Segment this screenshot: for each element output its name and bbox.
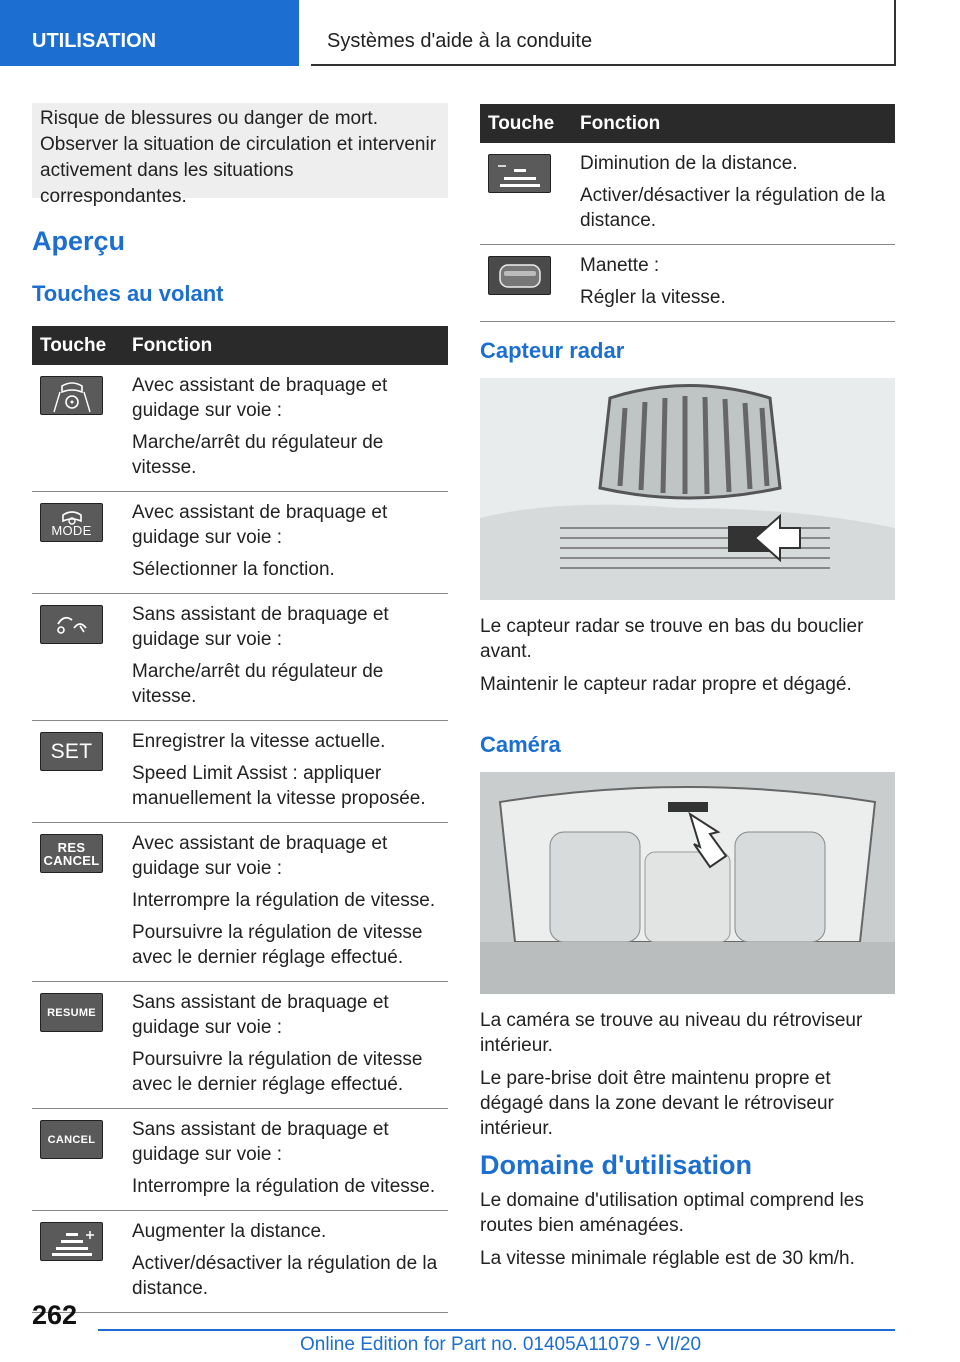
function-text: Sans assistant de braquage et guidage sur voie : [132,1119,389,1165]
usage-text [480,1188,895,1271]
function-text: Enregistrer la vitesse actuelle. [132,731,386,752]
section-heading-apercu: Aperçu [32,226,126,256]
function-text: Augmenter la distance. [132,1221,327,1242]
function-text: Poursuivre la régulation de vitesse avec le dernier réglage effectué. [132,922,423,968]
paragraph: Le domaine d'utilisation optimal comprend les routes bien aménagées. [480,1190,864,1236]
paragraph: La caméra se trouve au niveau du rétroviseur intérieur. [480,1010,863,1056]
function-text: Marche/arrêt du régulateur de vitesse. [132,432,384,478]
heading-capteur-radar: Capteur radar [480,338,625,363]
mode-icon [40,503,103,542]
rocker-switch-icon [488,256,551,295]
radar-sensor-illustration [480,378,895,600]
function-text: Sans assistant de braquage et guidage sur voie : [132,604,389,650]
table-row [480,143,895,245]
function-text: Activer/désactiver la régulation de la distance. [580,185,886,231]
lane-assist-steering-icon [40,376,103,415]
paragraph: Le pare-brise doit être maintenu propre et dégagé dans la zone devant le rétroviseur intérieur. [480,1068,834,1139]
distance-plus-icon [40,1222,103,1261]
keys-table-left [32,326,448,1313]
function-text: Activer/désactiver la régulation de la distance. [132,1253,438,1299]
section-heading-domaine: Domaine d'utilisation [480,1150,752,1180]
function-text: Avec assistant de braquage et guidage sur voie : [132,502,388,548]
paragraph: La vitesse minimale réglable est de 30 km/h. [480,1248,855,1269]
subheading-touches: Touches au volant [32,281,224,306]
table-row [32,721,448,823]
table-row [32,982,448,1109]
table-row [32,492,448,594]
col-function-header: Fonction [124,326,448,365]
col-key-header: Touche [32,326,124,365]
cruise-control-icon [40,605,103,644]
function-text: Avec assistant de braquage et guidage sur voie : [132,375,388,421]
function-text: Interrompre la régulation de vitesse. [132,1176,436,1197]
table-row [32,1109,448,1211]
function-text: Interrompre la régulation de vitesse. [132,890,436,911]
cancel-icon: CANCEL [40,1120,103,1159]
distance-minus-icon [488,154,551,193]
page-number: 262 [32,1300,78,1330]
camera-illustration [480,772,895,994]
heading-camera: Caméra [480,732,561,757]
res-cancel-icon: RES CANCEL [40,834,103,873]
function-text: Marche/arrêt du régulateur de vitesse. [132,661,384,707]
keys-table-right [480,104,895,322]
table-row [32,594,448,721]
col-key-header: Touche [480,104,572,143]
chapter-title: Systèmes d'aide à la conduite [311,0,896,66]
footer-divider [98,1329,895,1331]
camera-text [480,1008,895,1141]
paragraph: Maintenir le capteur radar propre et dégagé. [480,674,852,695]
function-text: Sélectionner la fonction. [132,559,335,580]
table-row [480,245,895,322]
function-text: Poursuivre la régulation de vitesse avec le dernier réglage effectué. [132,1049,423,1095]
function-text: Speed Limit Assist : appliquer manuellement la vitesse proposée. [132,763,426,809]
paragraph: Le capteur radar se trouve en bas du bouclier avant. [480,616,864,662]
function-text: Régler la vitesse. [580,287,726,308]
function-text: Sans assistant de braquage et guidage sur voie : [132,992,389,1038]
table-row [32,365,448,492]
key-label: MODE [51,522,92,538]
function-text: Manette : [580,255,660,276]
section-tab: UTILISATION [0,0,299,66]
edition-text: Online Edition for Part no. 01405A11079 - VI/20 [300,1334,702,1355]
set-icon: SET [40,732,103,771]
col-function-header: Fonction [572,104,895,143]
radar-text [480,614,895,697]
function-text: Avec assistant de braquage et guidage sur voie : [132,833,388,879]
table-row [32,823,448,982]
resume-icon: RESUME [40,993,103,1032]
table-row [32,1211,448,1313]
function-text: Diminution de la distance. [580,153,798,174]
warning-box: Risque de blessures ou danger de mort. Observer la situation de circulation et intervenir activement dans les situations correspondantes. [32,103,448,198]
